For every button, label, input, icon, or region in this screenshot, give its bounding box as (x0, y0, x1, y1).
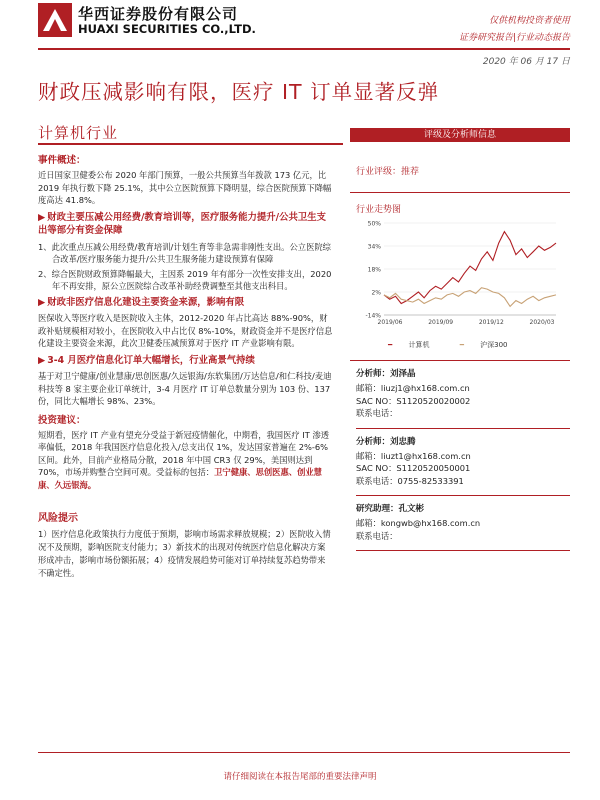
event-title: 事件概述： (38, 155, 86, 166)
analyst-phone: 联系电话： (356, 530, 398, 541)
legend-item-hs300: ━ 沪深300 (459, 341, 508, 349)
y-tick-label: 50% (367, 220, 381, 228)
rating-value: 推荐 (401, 167, 420, 177)
risk-title: 风险提示 (38, 513, 78, 524)
analyst-block-2 (350, 429, 570, 497)
analyst-name: 分析师：刘忠腾 (356, 436, 416, 447)
triangle-bullet-icon: ▶ (38, 354, 46, 366)
x-tick-label: 2019/06 (377, 319, 403, 326)
triangle-bullet-icon: ▶ (38, 211, 46, 223)
analyst-sac: SAC NO：S1120520020002 (356, 395, 471, 406)
event-text: 近日国家卫健委公布 2020 年部门预算，一般公共预算当年拨款 173 亿元，比 2019 年执行数下降 25.1%，其中公立医院预算下降明显，综合医院预算下降幅度高达 41.8%。 (38, 170, 332, 205)
triangle-bullet-icon: ▶ (38, 296, 46, 308)
trend-chart (350, 215, 570, 340)
legend-item-computer: ━ 计算机 (388, 341, 430, 349)
report-type: 证券研究报告|行业动态报告 (458, 33, 570, 43)
bullet-1-item-2: 2、综合医院财政预算降幅最大，主因系 2019 年有部分一次性安排支出，2020 年不再安排，原公立医院综合改革补助经费调整至其他支出科目。 (38, 268, 332, 291)
report-title: 财政压减影响有限，医疗 IT 订单显著反弹 (38, 80, 440, 104)
analyst-name: 分析师：刘泽晶 (356, 369, 416, 379)
advice-title: 投资建议： (38, 414, 86, 426)
bullet-2-title: ▶ 财政非医疗信息化建设主要资金来源，影响有限 (38, 296, 245, 308)
industry-label: 计算机行业 (38, 124, 119, 142)
industry-divider (38, 143, 343, 145)
analyst-email: 邮箱：kongwb@hx168.com.cn (356, 518, 481, 528)
analyst-sac: SAC NO：S1120520050001 (356, 463, 471, 473)
series-line-hs300 (384, 288, 556, 307)
y-tick-label: 34% (367, 243, 381, 251)
bullet-1-item-1: 1、此次重点压减公用经费/教育培训/计划生育等非急需非刚性支出。公立医院综合改革/医疗服务能力提升/公共卫生服务能力建设预算有保障 (38, 241, 331, 264)
analyst-email: 邮箱：liuzt1@hx168.com.cn (356, 450, 471, 461)
huaxi-logo-icon (38, 3, 72, 37)
header-divider (38, 48, 570, 50)
bullet-3-title: ▶ 3-4 月医疗信息化订单大幅增长，行业高景气持续 (38, 354, 255, 366)
summary-column (38, 152, 333, 580)
analyst-block-3 (350, 496, 570, 551)
analyst-email: 邮箱：liuzj1@hx168.com.cn (356, 383, 470, 393)
sidebar (350, 128, 570, 551)
x-tick-label: 2019/12 (478, 319, 504, 326)
page-header (0, 0, 600, 48)
chart-legend (350, 340, 570, 360)
analyst-phone: 联系电话： (356, 408, 398, 418)
bullet-2-text: 医保收入等医疗收入是医院收入主体，2012-2020 年占比高达 88%-90%，财政补贴规模相对较小，在医院收入中占比仅 8%-10%，财政资金并不是医疗信息化建设主要资金来源，此次卫健委压减预算对于医疗 IT 产业影响有限。 (38, 313, 333, 348)
x-tick-label: 2020/03 (529, 319, 555, 326)
bullet-3-text: 基于对卫宁健康/创业慧康/思创医惠/久远银海/东软集团/万达信息/和仁科技/麦迪科技等 8 家主要企业订单统计，3-4 月医疗 IT 订单总数量分别为 103 份、137 份，同比大幅增长 98%、23%。 (38, 371, 332, 406)
series-line-computer (384, 232, 556, 304)
bullet-1-title: ▶ 财政主要压减公用经费/教育培训等，医疗服务能力提升/公共卫生支出等部分有资金保障 (38, 211, 326, 236)
advice-text: 短期看，医疗 IT 产业有望充分受益于新冠疫情催化，中期看，我国医疗 IT 渗透率偏低，2018 年我国医疗信息化投入/总支出仅 1%，发达国家普遍在 2%-6%区间。此外，目前产业格局分散，2018 年中国 CR3 仅 29%，美国则达到 70%，市场并购整合空间可观。受益标的包括：卫宁健康、思创医惠、创业慧康、久远银海。 (38, 429, 330, 490)
trend-chart-title: 行业走势图 (356, 205, 402, 215)
trend-chart-svg (350, 215, 570, 340)
company-name-cn: 华西证券股份有限公司 (78, 5, 239, 23)
analyst-phone: 联系电话：0755-82533391 (356, 475, 464, 486)
analyst-block-1 (350, 361, 570, 429)
audience-note: 仅供机构投资者使用 (488, 16, 570, 26)
x-tick-label: 2019/09 (428, 319, 454, 326)
industry-rating (350, 142, 570, 192)
y-tick-label: 2% (371, 289, 381, 297)
legal-notice: 请仔细阅读在本报告尾部的重要法律声明 (223, 772, 377, 782)
analyst-name: 研究助理：孔文彬 (356, 504, 425, 514)
footer-divider (38, 752, 570, 753)
company-name-en: HUAXI SECURITIES CO.,LTD. (78, 22, 256, 36)
advice-stocks: 卫宁健康、思创医惠、创业慧康、久远银海。 (38, 467, 322, 490)
sidebar-panel-title: 评级及分析师信息 (350, 128, 570, 142)
y-tick-label: 18% (367, 266, 381, 274)
risk-text: 1）医疗信息化政策执行力度低于预期，影响市场需求释放规模；2）医院收入情况不及预期，影响医院支付能力；3）新技术的出现对传统医疗信息化解决方案形成冲击，影响市场份额拓展；4）疫情发展趋势可能对订单持续复苏趋势带来不确定性。 (38, 529, 331, 578)
y-tick-label: -14% (365, 312, 381, 320)
rating-label: 行业评级： (356, 167, 402, 177)
report-date: 2020 年 06 月 17 日 (482, 57, 570, 67)
